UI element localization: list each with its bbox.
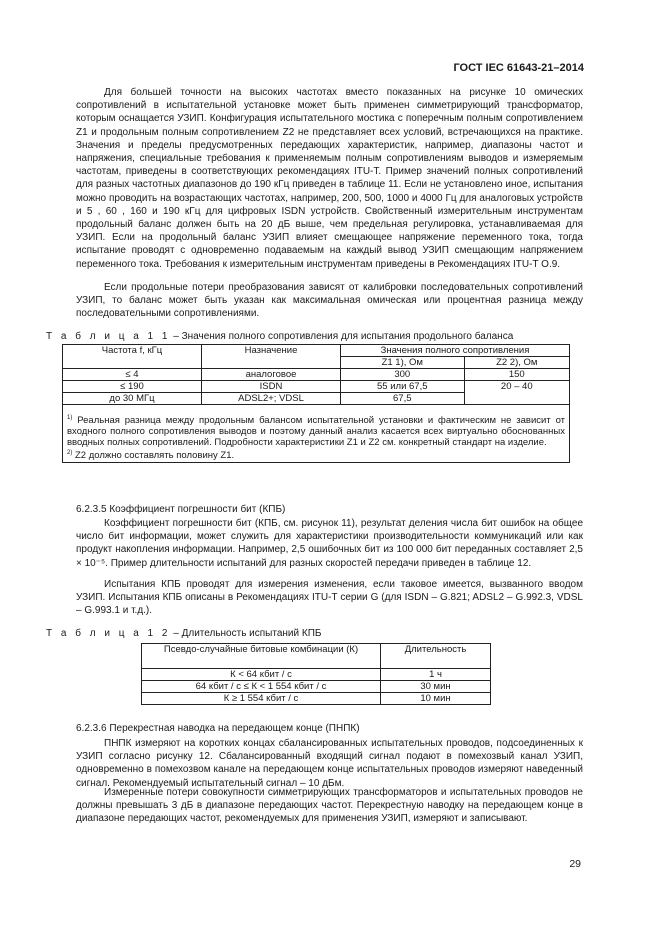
table-11-cell: ≤ 4 — [63, 369, 202, 381]
paragraph-longitudinal-losses: Если продольные потери преобразования зависят от калибровки последовательных сопротивлений УЗИП, то баланс может быть указан как максимальная омическая или процентная разница между последовательными сопротивлениями. — [76, 282, 583, 320]
table-11-notes — [63, 405, 570, 463]
table-11-cell: 150 — [464, 369, 569, 381]
table-11-cell: 67,5 — [341, 393, 465, 405]
paragraph-balancing-transformer: Для большей точности на высоких частотах вместо показанных на рисунке 10 омических сопротивлений в испытательной установке может быть применен симметрирующий трансформатор, которым оснащается УЗИП. Конфигурация испытательного мостика с поперечным полным сопротивлением Z1 и продольным полным сопротивлением Z2 не представляет всех условий, встречающихся на практике. Значения и пределы предусмотренных передающих характеристик, например, диапазоны частот и напряжения, специальные требования к применяемым полным сопротивлениям выводов и измеряемым частотам, приведены в соответствующих рекомендациях ITU-T. Пример значений полных сопротивлений для разных частотных диапазонов до 190 кГц приведен в таблице 11. Если не установлено иное, испытания можно проводить на возрастающих частотах, например, 200, 500, 1000 и 4000 Гц для аналоговых устройств и 5 , 60 , 160 и 190 кГц для цифровых ISDN устройств. Свойственный измерительным инструментам продольный баланс должен быть на 20 дБ выше, чем предельная регулировка, устанавливаемая для УЗИП. Если на продольный баланс УЗИП влияет смещающее напряжение переменного тока, тогда испытание проводят с одновременно подаваемым на каждый вывод УЗИП смещающим напряжением переменного тока. Требования к измерительным инструментам приведены в Рекомендациях ITU-T O.9. — [76, 87, 583, 270]
section-6-2-3-6-title: 6.2.3.6 Перекрестная наводка на передающем конце (ПНПК) — [76, 723, 360, 734]
table-11-note-1: $^{1)}$ Реальная разница между продольным балансом испытательной установки и фактическим не зависит от входного полного сопротивления выводов и поэтому данный анализ касается всех виртуально обоснованных вводных полных сопротивлений. Подробности характеристики Z1 и Z2 см. конкретный стандарт на изделие. — [67, 415, 565, 449]
table-12-header-pattern: Псевдо-случайные битовые комбинации (К) — [142, 644, 381, 669]
table-12-cell: 1 ч — [381, 669, 491, 681]
table-11-header-purpose: Назначение — [202, 345, 341, 369]
table-12-cell: 10 мин — [381, 693, 491, 705]
table-12-header-duration: Длительность — [381, 644, 491, 669]
table-12 — [141, 643, 491, 705]
table-11-cell: ≤ 190 — [63, 381, 202, 393]
table-11-header-values: Значения полного сопротивления — [341, 345, 570, 357]
table-11-note-2: $^{2)}$ Z2 должно составлять половину Z1. — [67, 450, 235, 462]
table-11 — [62, 344, 570, 463]
table-12-caption: Т а б л и ц а 1 2 – Длительность испытаний КПБ — [46, 628, 322, 639]
document-code: ГОСТ IEC 61643-21–2014 — [453, 62, 584, 74]
section-6-2-3-5-title: 6.2.3.5 Коэффициент погрешности бит (КПБ) — [76, 504, 286, 515]
table-11-cell: 20 – 40 — [464, 381, 569, 405]
table-12-cell: 30 мин — [381, 681, 491, 693]
table-11-cell: аналоговое — [202, 369, 341, 381]
table-11-cell: ISDN — [202, 381, 341, 393]
paragraph-ber-definition: Коэффициент погрешности бит (КПБ, см. рисунок 11), результат деления числа бит ошибок на общее число бит информации, может служить для характеристики производительности коммуникаций или как продукт накопления информации. Например, 2,5 ошибочных бит из 100 000 бит переданных составляет 2,5 × 10⁻⁵. Пример длительности испытаний для разных скоростей передачи приведен в таблице 12. — [76, 518, 583, 569]
paragraph-ber-tests: Испытания КПБ проводят для измерения изменения, если таковое имеется, вызванного вводом УЗИП. Испытания КПБ описаны в Рекомендациях ITU-T серии G (для ISDN – G.821; ADSL2 – G.992.3, VDSL – G.993.1 и т.д.). — [76, 579, 583, 617]
table-11-header-freq: Частота f, кГц — [63, 345, 202, 369]
paragraph-next-measurement: ПНПК измеряют на коротких концах сбалансированных испытательных проводов, подсоединенных к УЗИП согласно рисунку 12. Сбалансированный входящий сигнал подают в помехозвый канал УЗИП, одновременно в помехозвом канале на передающем конце испытательных проводов измеряют наведенный сигнал. Рекомендуемый испытательный сигнал – 10 дБм. — [76, 738, 583, 789]
table-11-cell: 300 — [341, 369, 465, 381]
table-11-cell: ADSL2+; VDSL — [202, 393, 341, 405]
table-11-cell: 55 или 67,5 — [341, 381, 465, 393]
page-number: 29 — [569, 858, 581, 870]
table-11-header-z1: Z1 1), Ом — [341, 357, 465, 369]
table-11-caption: Т а б л и ц а 1 1 – Значения полного сопротивления для испытания продольного баланса — [46, 331, 514, 342]
paragraph-losses-limit: Измеренные потери совокупности симметрирующих трансформаторов и испытательных проводов не должны превышать 3 дБ в диапазоне передающих частот. Перекрестную наводку на передающем конце в диапазоне передающих частот, рекомендуемых для применения УЗИП, измеряют и записывают. — [76, 787, 583, 825]
table-12-cell: К ≥ 1 554 кбит / с — [142, 693, 381, 705]
table-11-header-z2: Z2 2), Ом — [464, 357, 569, 369]
table-12-cell: 64 кбит / с ≤ К < 1 554 кбит / с — [142, 681, 381, 693]
table-12-cell: К < 64 кбит / с — [142, 669, 381, 681]
table-11-cell: до 30 МГц — [63, 393, 202, 405]
